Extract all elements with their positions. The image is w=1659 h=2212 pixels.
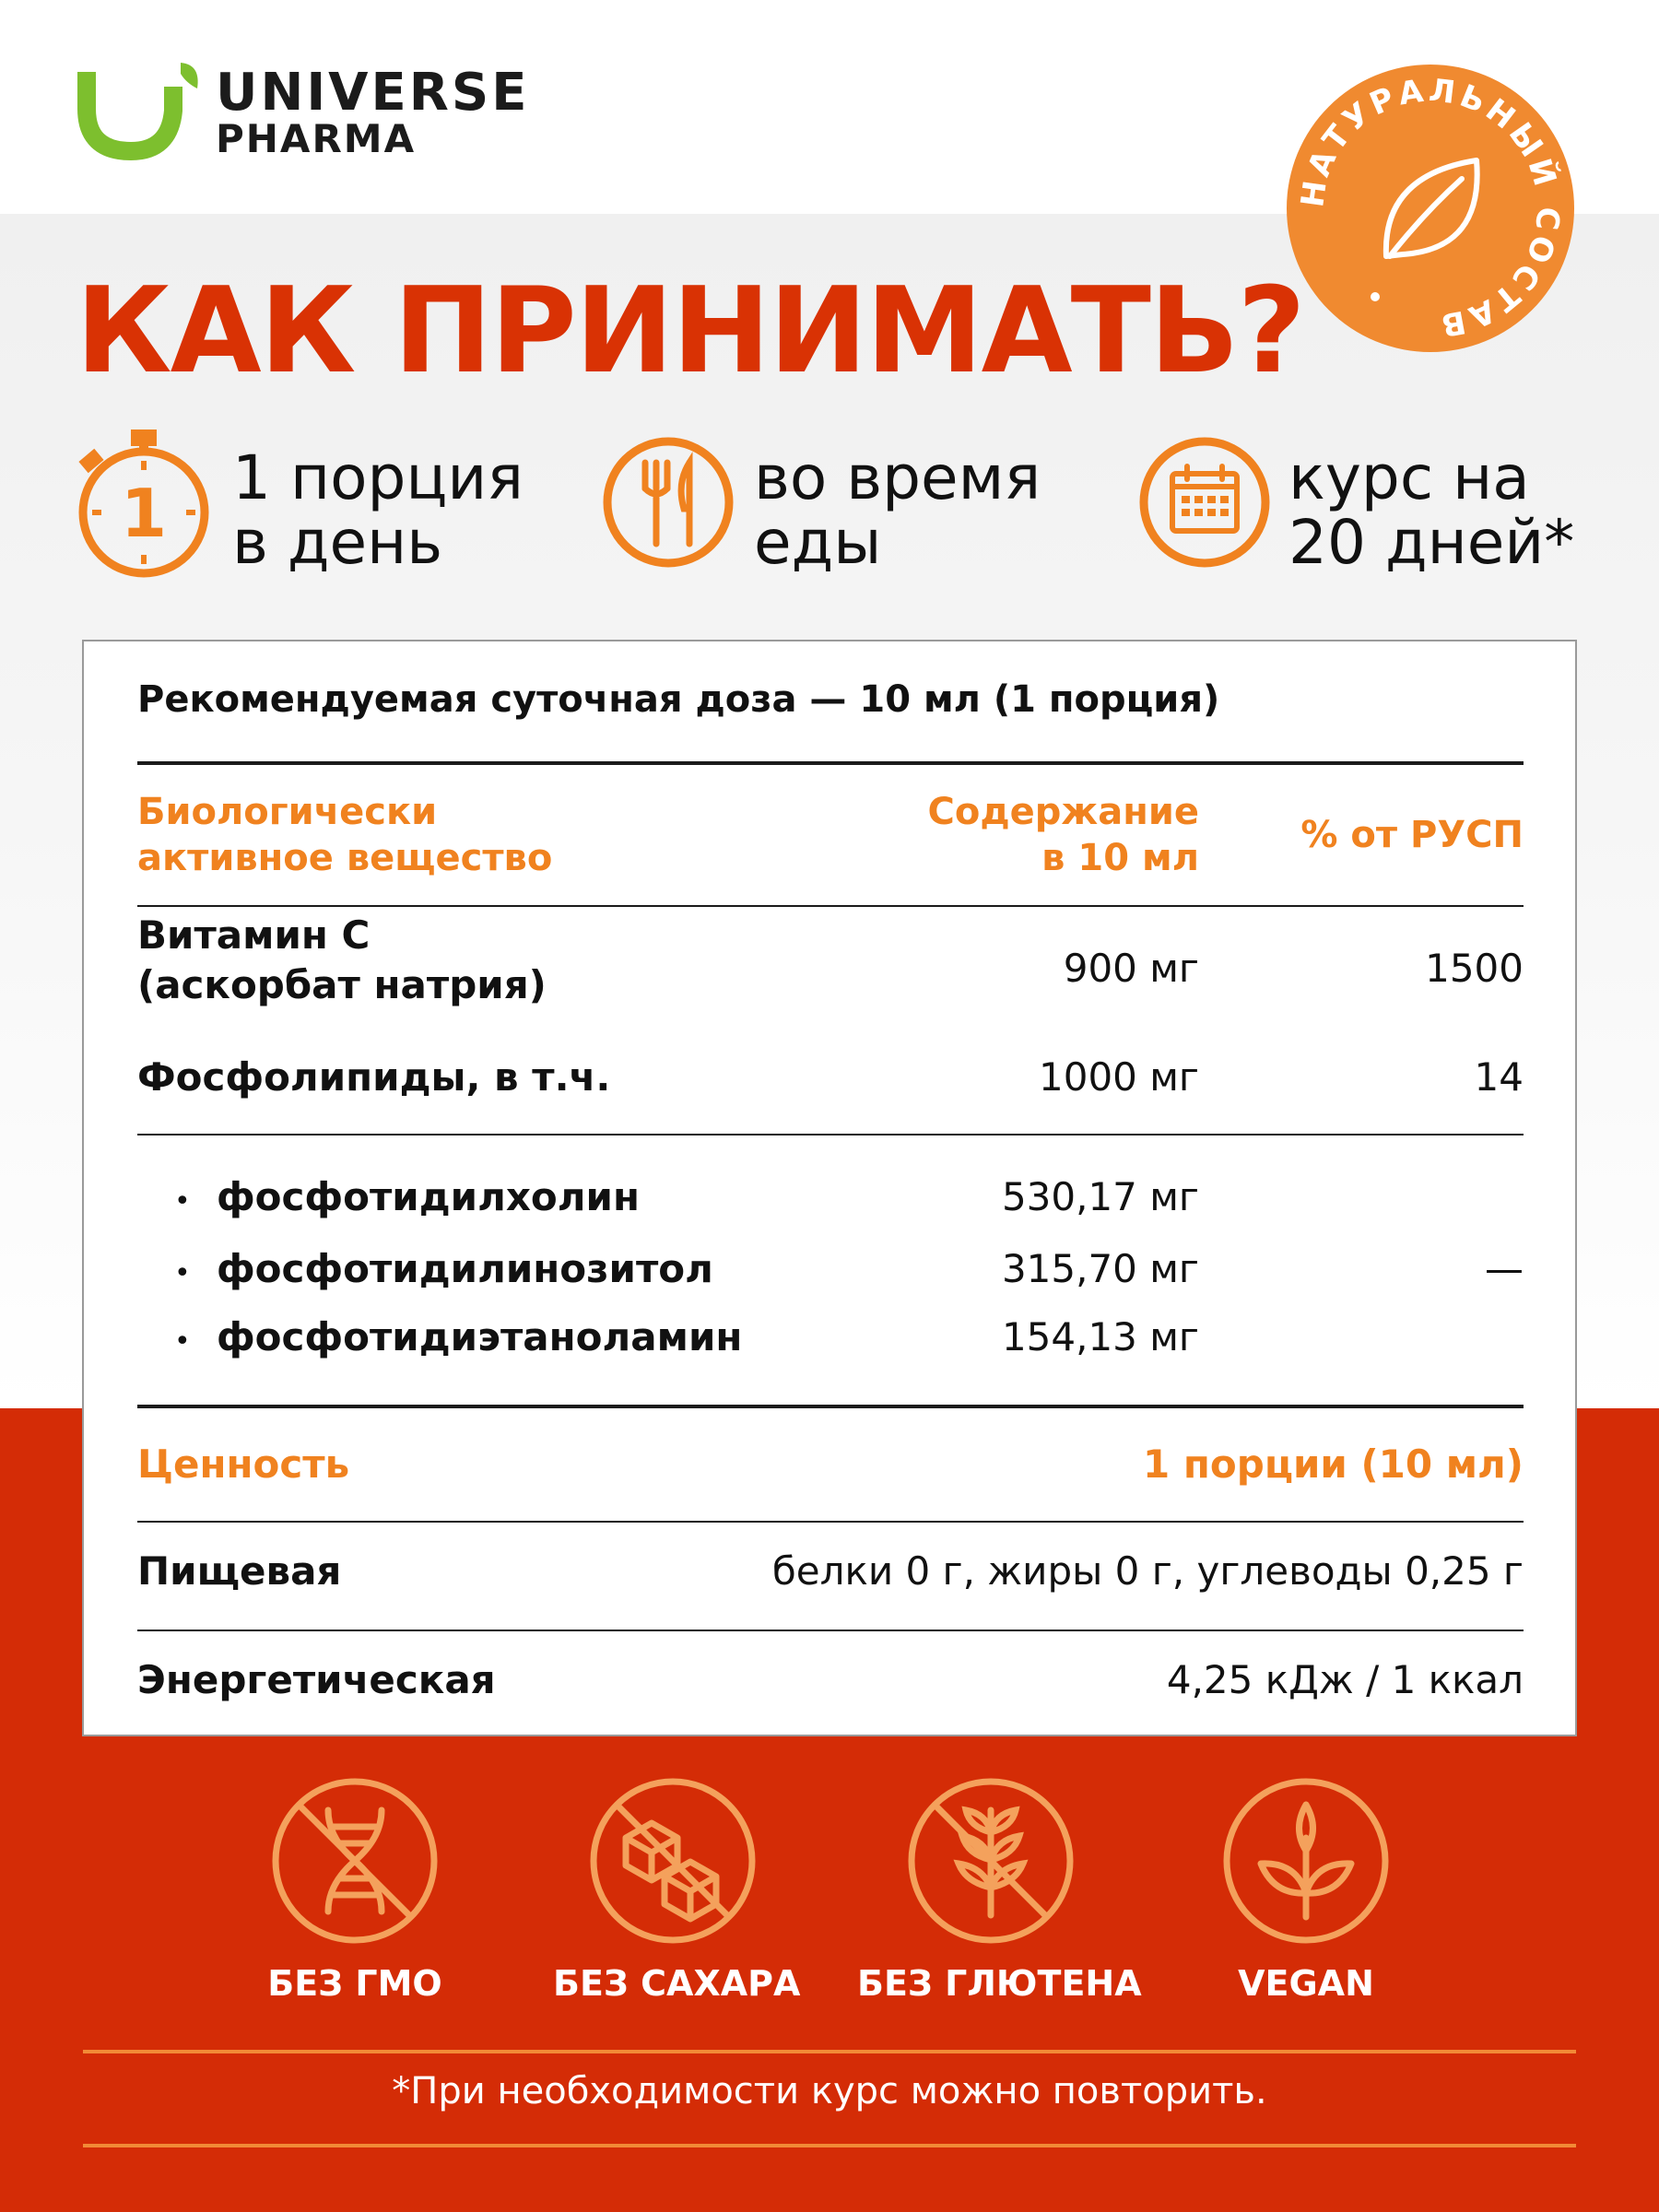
bullet-dot: • [174, 1325, 191, 1358]
header-substance: Биологически активное вещество [137, 791, 553, 879]
stopwatch-icon [76, 424, 212, 581]
feature-label-vegan: VEGAN [1238, 1963, 1374, 2004]
fork-knife-icon [599, 424, 737, 581]
logo-text-pharma: PHARMA [216, 116, 417, 161]
universe-logo-icon [77, 63, 206, 164]
divider [137, 1405, 1524, 1408]
bullet-dot: • [174, 1185, 191, 1218]
sub-row-name: фосфотидиэтаноламин [217, 1314, 743, 1359]
daily-dose-title: Рекомендуемая суточная доза — 10 мл (1 порция) [137, 678, 1220, 721]
feature-label-no-gmo: БЕЗ ГМО [267, 1963, 442, 2004]
energy-value: 4,25 кДж / 1 ккал [1166, 1657, 1524, 1702]
howto-text-portion: 1 порция в день [232, 442, 524, 578]
divider [137, 1134, 1524, 1135]
header-rusp: % от РУСП [1300, 814, 1524, 856]
footer-divider-bottom [83, 2144, 1576, 2147]
page-title: КАК ПРИНИМАТЬ? [76, 263, 1304, 400]
badge-text: НАТУРАЛЬНЫЙ СОСТАВ [1294, 72, 1567, 345]
sub-row-content: 315,70 мг [1001, 1246, 1199, 1291]
divider [137, 905, 1524, 907]
sub-row-content: 530,17 мг [1001, 1174, 1199, 1219]
sub-row-name: фосфотидилинозитол [217, 1246, 713, 1291]
dna-crossed-icon [267, 1773, 442, 1948]
energy-value-label: Энергетическая [137, 1657, 496, 1702]
sub-rows-rusp-dash: — [1485, 1246, 1524, 1291]
feature-label-no-sugar: БЕЗ САХАРА [553, 1963, 801, 2004]
value-header-right: 1 порции (10 мл) [1143, 1441, 1524, 1487]
footer-divider-top [83, 2050, 1576, 2053]
howto-text-meal: во время еды [754, 442, 1041, 578]
sugar-cubes-crossed-icon [585, 1773, 760, 1948]
howto-item-meal [599, 424, 1078, 590]
header-content: Содержание в 10 мл [927, 791, 1199, 879]
brand-logo [77, 63, 557, 164]
row-vitamin-c-rusp: 1500 [1425, 946, 1524, 991]
howto-text-course: курс на 20 дней* [1288, 442, 1575, 578]
badge-dot [1371, 292, 1380, 301]
calendar-icon [1135, 424, 1274, 581]
row-vitamin-c-name: Витамин С (аскорбат натрия) [137, 912, 547, 1007]
row-phospholipids-name: Фосфолипиды, в т.ч. [137, 1054, 611, 1100]
footnote: *При необходимости курс можно повторить. [392, 2070, 1267, 2112]
row-phospholipids-rusp: 14 [1474, 1054, 1524, 1100]
howto-item-portion [76, 424, 555, 590]
divider [137, 761, 1524, 765]
wheat-crossed-icon [903, 1773, 1078, 1948]
row-phospholipids-content: 1000 мг [1039, 1054, 1199, 1100]
sub-row-name: фосфотидилхолин [217, 1174, 640, 1219]
bullet-dot: • [174, 1257, 191, 1289]
plant-icon [1218, 1773, 1394, 1948]
value-header-left: Ценность [137, 1441, 350, 1487]
divider [137, 1630, 1524, 1631]
divider [137, 1521, 1524, 1523]
nutritional-value: белки 0 г, жиры 0 г, углеводы 0,25 г [771, 1548, 1524, 1594]
row-vitamin-c-content: 900 мг [1063, 946, 1199, 991]
feature-label-no-gluten: БЕЗ ГЛЮТЕНА [857, 1963, 1142, 2004]
howto-item-course [1135, 424, 1633, 590]
logo-text-universe: UNIVERSE [216, 63, 530, 123]
natural-composition-badge [1287, 65, 1574, 352]
composition-table [82, 640, 1577, 1736]
sub-row-content: 154,13 мг [1001, 1314, 1199, 1359]
stopwatch-number: 1 [120, 475, 168, 552]
nutritional-value-label: Пищевая [137, 1548, 342, 1594]
